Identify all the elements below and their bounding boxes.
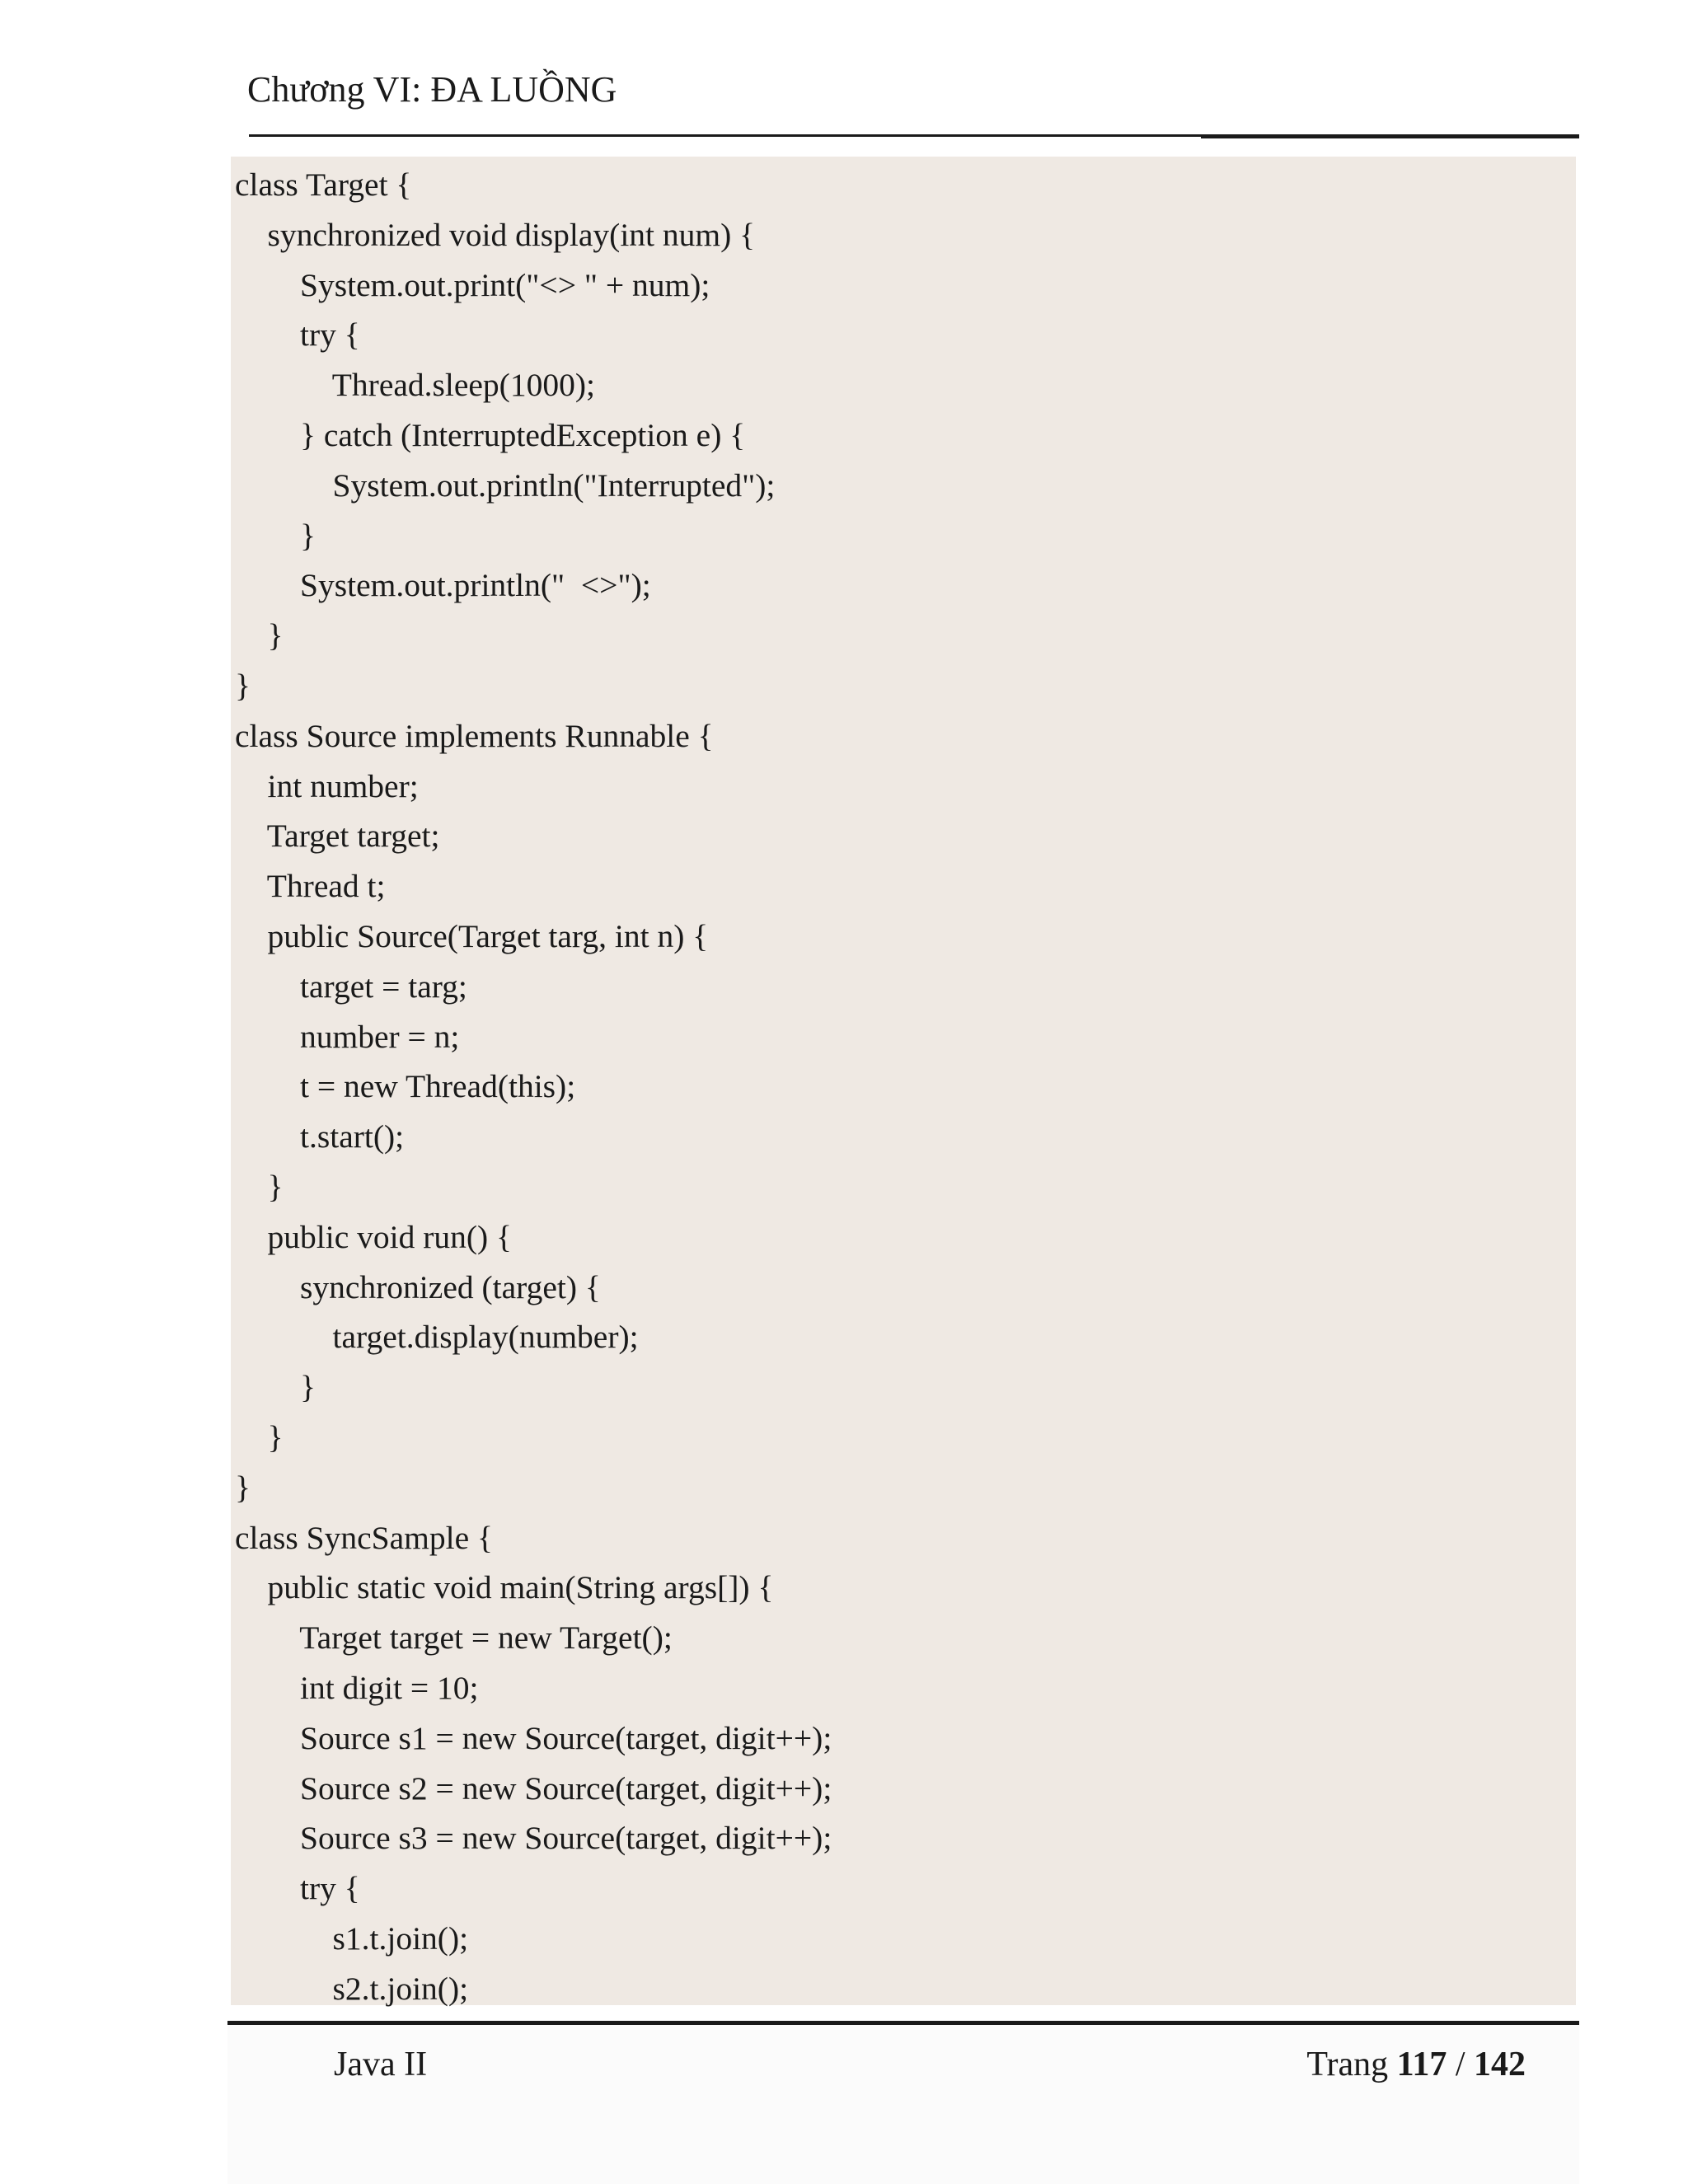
code-line: t = new Thread(this); <box>235 1068 576 1105</box>
code-line: t.start(); <box>235 1118 405 1155</box>
page-header-title: Chương VI: ĐA LUỒNG <box>247 69 617 110</box>
code-line: int number; <box>235 767 419 804</box>
code-line: Thread.sleep(1000); <box>235 367 595 404</box>
code-line: s1.t.join(); <box>235 1919 469 1957</box>
code-line: } <box>235 1469 251 1506</box>
code-line: int digit = 10; <box>235 1669 479 1706</box>
code-line: synchronized void display(int num) { <box>235 216 756 253</box>
code-line: synchronized (target) { <box>235 1268 601 1305</box>
code-line: public void run() { <box>235 1218 513 1255</box>
code-line: } <box>235 517 316 554</box>
code-line: } <box>235 1418 284 1455</box>
footer-course-name: Java II <box>334 2046 428 2083</box>
header-divider-accent <box>1201 134 1579 138</box>
code-line: class SyncSample { <box>235 1519 493 1556</box>
code-line: try { <box>235 316 360 354</box>
code-line: class Target { <box>235 166 412 203</box>
code-line: System.out.print("<> " + num); <box>235 266 710 303</box>
code-line: Source s3 = new Source(target, digit++); <box>235 1820 832 1857</box>
code-line: target.display(number); <box>235 1319 639 1356</box>
code-line: } <box>235 1168 284 1205</box>
code-line: number = n; <box>235 1018 460 1055</box>
code-line: Source s1 = new Source(target, digit++); <box>235 1719 832 1756</box>
code-line: try { <box>235 1870 360 1907</box>
page-total: 142 <box>1474 2046 1526 2083</box>
code-line: public Source(Target targ, int n) { <box>235 917 709 954</box>
header-divider <box>249 134 1201 137</box>
code-line: Target target; <box>235 818 440 855</box>
footer-page-number <box>1306 2041 1526 2088</box>
page-current: 117 <box>1396 2046 1447 2083</box>
code-line: target = targ; <box>235 968 467 1005</box>
code-line: System.out.println("Interrupted"); <box>235 466 776 504</box>
code-line: } <box>235 1369 316 1406</box>
code-line: } <box>235 667 251 704</box>
code-line: Source s2 = new Source(target, digit++); <box>235 1769 832 1807</box>
code-line: public static void main(String args[]) { <box>235 1569 774 1606</box>
code-line: Thread t; <box>235 868 386 905</box>
code-line: } catch (InterruptedException e) { <box>235 416 746 453</box>
code-line: Target target = new Target(); <box>235 1619 673 1657</box>
page-separator: / <box>1455 2046 1465 2083</box>
code-line: s2.t.join(); <box>235 1970 469 2007</box>
page-label: Trang <box>1306 2046 1389 2083</box>
code-line: } <box>235 617 284 654</box>
code-line: System.out.println(" <>"); <box>235 567 651 604</box>
code-listing <box>231 157 1576 2005</box>
code-line: class Source implements Runnable { <box>235 717 714 754</box>
